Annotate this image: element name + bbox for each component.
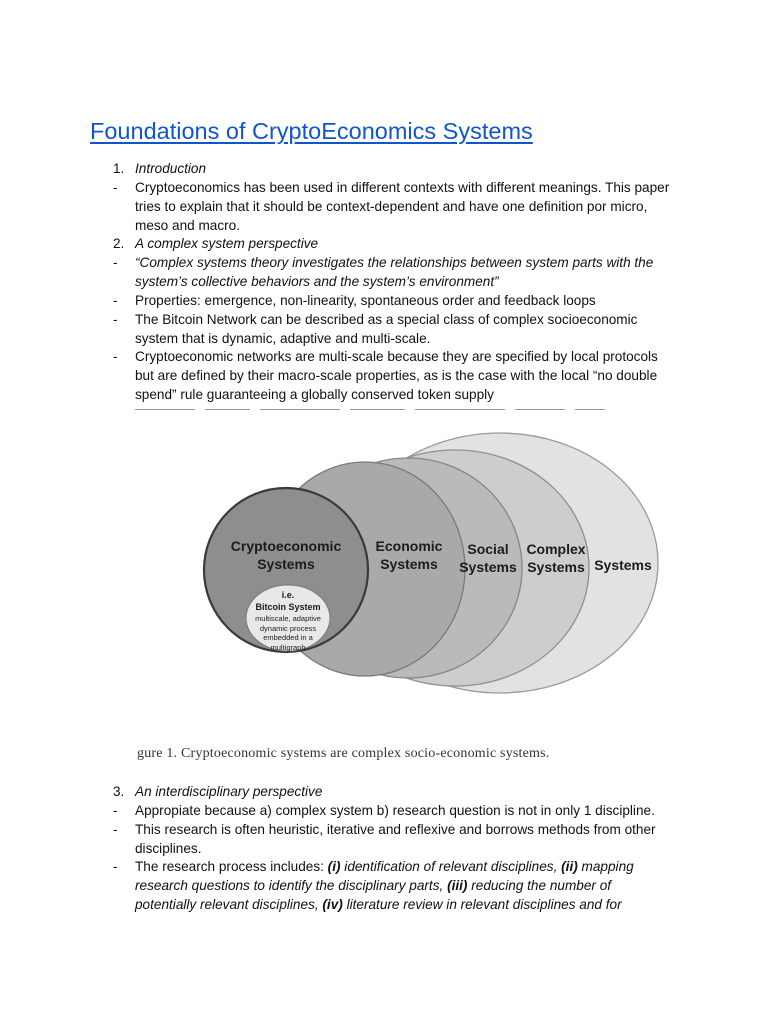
process-lead: The research process includes:	[135, 859, 328, 874]
process-step-3: reducing the number of potentially relevant disciplines,	[135, 877, 612, 912]
label-desc-2: dynamic process	[259, 624, 317, 633]
section-heading: A complex system perspective	[135, 236, 319, 251]
label-economic-1: Economic	[375, 538, 443, 554]
bullet-item	[113, 311, 673, 349]
figure-nested-systems	[200, 424, 662, 721]
process-step-4: literature review in relevant disciplines and for	[342, 896, 622, 912]
list-number: 1.	[113, 161, 125, 176]
section-heading: Introduction	[135, 161, 207, 176]
bullet-item	[113, 254, 673, 292]
section-intro-heading	[113, 160, 673, 179]
label-social-2: Systems	[459, 559, 517, 575]
document-title[interactable]: Foundations of CryptoEconomics Systems	[90, 118, 533, 144]
label-economic-2: Systems	[380, 556, 438, 572]
bullet-item	[113, 802, 673, 821]
research-process-text	[135, 858, 673, 914]
section-interdisciplinary-heading	[113, 783, 673, 802]
cropped-text-remnant	[135, 402, 635, 410]
bullet-marker: -	[113, 255, 118, 270]
bullet-item	[113, 821, 673, 859]
bullet-item	[113, 179, 673, 235]
bullet-item	[113, 858, 673, 914]
bullet-marker: -	[113, 349, 118, 364]
process-marker-iii: (iii)	[447, 877, 468, 893]
label-systems: Systems	[594, 557, 652, 573]
label-complex-1: Complex	[526, 541, 586, 557]
bullet-marker: -	[113, 803, 118, 818]
label-desc-3: embedded in a	[263, 633, 313, 642]
label-social-1: Social	[467, 541, 509, 557]
label-desc-4: multigraph	[270, 643, 306, 652]
bullet-marker: -	[113, 293, 118, 308]
section-complex-heading	[113, 235, 673, 254]
nested-ellipses-diagram	[200, 424, 662, 716]
text-remnant-graphic	[135, 407, 635, 410]
bullet-marker: -	[113, 859, 118, 874]
bullet-marker: -	[113, 822, 118, 837]
bullet-text: Appropiate because a) complex system b) research question is not in only 1 discipline.	[135, 803, 655, 818]
figure-caption: gure 1. Cryptoeconomic systems are complex socio-economic systems.	[137, 746, 550, 761]
bullet-text: Cryptoeconomic networks are multi-scale because they are specified by local protocols but are defined by their macro-scale properties, as is the case with the local “no double spend” rule guaranteeing a globally conserved token supply	[135, 349, 658, 402]
label-ie: i.e.	[281, 590, 295, 600]
bullet-item	[113, 292, 673, 311]
section-heading: An interdisciplinary perspective	[135, 784, 323, 799]
quote-text: “Complex systems theory investigates the relationships between system parts with the system’s collective behaviors and the system’s environment”	[135, 255, 654, 289]
process-step-1: identification of relevant disciplines,	[340, 859, 562, 874]
label-cryptoeconomic-2: Systems	[257, 556, 315, 572]
bullet-text: Cryptoeconomics has been used in different contexts with different meanings. This paper tries to explain that it should be context-dependent and have one definition por micro, meso and macro.	[135, 180, 670, 233]
process-marker-i: (i)	[327, 859, 341, 874]
label-cryptoeconomic-1: Cryptoeconomic	[230, 538, 342, 554]
bullet-text: Properties: emergence, non-linearity, spontaneous order and feedback loops	[135, 293, 596, 308]
process-marker-iv: (iv)	[322, 896, 343, 912]
bullet-text: This research is often heuristic, iterative and reflexive and borrows methods from other disciplines.	[135, 822, 656, 856]
list-number: 3.	[113, 784, 125, 799]
process-marker-ii: (ii)	[561, 859, 578, 874]
label-complex-2: Systems	[527, 559, 585, 575]
bullet-item	[113, 348, 673, 404]
bullet-marker: -	[113, 180, 118, 195]
bullet-marker: -	[113, 312, 118, 327]
bullet-text: The Bitcoin Network can be described as a special class of complex socioeconomic system that is dynamic, adaptive and multi-scale.	[135, 312, 638, 346]
label-desc-1: multiscale, adaptive	[255, 614, 321, 623]
label-bitcoin-system: Bitcoin System	[255, 602, 321, 612]
list-number: 2.	[113, 236, 125, 251]
process-step-2: mapping research questions to identify the disciplinary parts,	[135, 859, 634, 893]
